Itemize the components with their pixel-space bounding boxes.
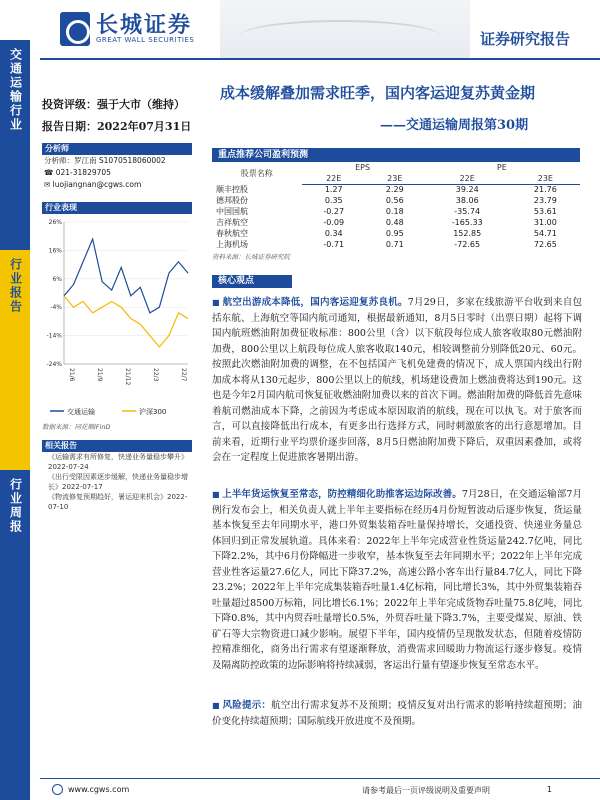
y-tick-label: -4%	[50, 304, 62, 312]
legend-label: 交通运输	[67, 408, 95, 416]
investment-rating: 投资评级：强于大市（维持）	[42, 98, 185, 111]
y-tick-label: -24%	[46, 361, 62, 368]
value-cell: -0.27	[323, 207, 345, 216]
value-cell: 0.48	[385, 218, 404, 227]
core-view-paragraph	[212, 487, 582, 673]
company-logo	[60, 8, 210, 52]
analyst-email[interactable]: ✉ luojiangnan@cgws.com	[44, 180, 142, 189]
stock-name-cell: 顺丰控股	[216, 185, 248, 194]
chart-source: 数据来源：同花顺iFinD	[42, 423, 111, 431]
disclaimer-note: 请参考最后一页评级说明及重要声明	[362, 786, 490, 795]
phone-icon: ☎	[44, 168, 56, 177]
value-cell: -0.09	[323, 218, 345, 227]
paragraph-lead: 上半年货运恢复至常态，防控精细化助推客运边际改善。	[222, 489, 462, 500]
weekly-side-tab: 行业周报	[0, 470, 30, 800]
value-cell: -35.74	[454, 207, 481, 216]
col-year: 22E	[302, 173, 366, 184]
series-line-csi300	[64, 296, 188, 347]
value-cell: 0.35	[324, 196, 343, 205]
value-cell: -72.65	[454, 240, 481, 249]
value-cell: 0.56	[385, 196, 404, 205]
analyst-phone: ☎ 021-31829705	[44, 168, 111, 177]
paragraph-body: 7月29日，多家在线旅游平台收到来自包括东航、上海航空等国内航司通知，根据最新通知，8月5日零时（出票日期）起将下调国内航班燃油附加费征收标准：800公里（含）以下航段每位成人旅客收取80元燃油附加费，800公里以上航段每位成人旅客收取140元，相较调整前分别降低20元、60元。按照此次燃油附加费的调整，在不包括国产飞机免建费的情况下，成人票国内线出行附加成本将从130元起步，800公里以上的航线，机场建设费加上燃油费将达到190元。这也是今年2月国内航司恢复征收燃油附加费以来的首次下调。燃油附加费的降低首先意味着航司燃油成本下降，之前因为考虑成本原因取消的航线，现在可以执飞。对于旅客而言，可以直接降低出行成本，有更多出行选择方式，同时刺激旅客的出行意愿增加。目前来看，近期行业平均票价逐步回落，8月5日燃油附加费下降后，双重因素叠加，或将会在一定程度上促进旅客暑期出游。	[212, 297, 582, 463]
report-header	[0, 0, 600, 62]
value-cell: 31.00	[533, 218, 557, 227]
table-source: 资料来源：长城证券研究院	[212, 253, 290, 261]
value-cell: 1.27	[324, 185, 343, 195]
value-cell: 0.95	[385, 229, 404, 238]
analyst-heading: 分析师	[42, 143, 192, 155]
value-cell: 38.06	[455, 196, 479, 205]
y-tick-label: 26%	[48, 219, 62, 226]
paragraph-body: 7月28日，在交通运输部7月例行发布会上，相关负责人就上半年主要指标在经历4月份短暂波动后逐步恢复，货运量基本恢复至去年同期水平，港口外贸集装箱吞吐量保持增长，交通投资、快递业务量总体回归到正常发展轨道。具体来看：2022年上半年完成营业性货运量242.7亿吨，同比下降2.2%，其中6月份降幅进一步收窄，基本恢复至去年同期水平；2022年上半年完成营业性客运量27.6亿人，同比下降37.2%，高速公路小客车出行量84.7亿人，同比下降23.2%；2022年上半年完成集装箱吞吐量1.4亿标箱，同比增长3%，其中外贸集装箱吞吐量超过8500万标箱，同比增长6.1%；2022年上半年完成货物吞吐量75.8亿吨，同比下降0.8%，其中内贸吞吐量增长0.5%，外贸吞吐量下降3.7%，主要受煤炭、原油、铁矿石等大宗物资进口减少影响。展望下半年，国内疫情仍呈现散发状态，但随着疫情防控精准细化，商务出行需求有望逐渐释放，消费需求回暖助力物流运行逐步修复。疫情及隔离防控政策的边际影响将持续减弱，客运出行量有望逐步恢复至常态水平。	[212, 489, 582, 671]
core-view-paragraph	[212, 295, 582, 466]
col-year: 23E	[511, 173, 580, 184]
earnings-forecast-table	[212, 162, 580, 250]
globe-icon	[52, 784, 63, 795]
square-bullet-icon: ■	[212, 298, 223, 307]
legend-label: 沪深300	[139, 408, 167, 416]
logo-text-en: GREAT WALL SECURITIES	[96, 36, 195, 44]
value-cell: 23.79	[533, 196, 557, 205]
analyst-name: 分析师：罗江南 S1070518060002	[44, 156, 166, 165]
value-cell: -165.33	[451, 218, 483, 227]
industry-side-tab: 交通运输行业	[0, 40, 30, 260]
x-tick-label: 21/9	[96, 368, 103, 382]
report-kind-side-tab: 行业报告	[0, 250, 30, 470]
industry-performance-chart	[42, 214, 192, 420]
value-cell: 0.34	[324, 229, 343, 238]
analyst-section	[42, 143, 192, 191]
x-tick-label: 22/7	[180, 368, 187, 382]
value-cell: 39.24	[455, 185, 479, 195]
value-cell: 54.71	[533, 229, 557, 238]
square-bullet-icon: ■	[212, 701, 223, 710]
related-report-link[interactable]: 《出行受限因素逐步缓解，快递业务量稳步增长》2022-07-17	[48, 473, 188, 491]
website-link[interactable]: www.cgws.com	[68, 785, 130, 794]
col-year: 22E	[424, 173, 511, 184]
related-report-link[interactable]: 《运输需求有所修复，快递业务量稳步攀升》2022-07-24	[48, 453, 188, 471]
value-cell: 0.18	[385, 207, 404, 216]
col-year: 23E	[366, 173, 424, 184]
stock-name-cell: 春秋航空	[216, 229, 248, 238]
table-row	[212, 228, 580, 239]
value-cell: 0.71	[385, 240, 404, 249]
col-pe: PE	[496, 163, 507, 172]
value-cell: -0.71	[323, 240, 345, 249]
stock-name-cell: 上海机场	[216, 240, 248, 249]
value-cell: 2.29	[385, 185, 404, 195]
value-cell: 53.61	[533, 207, 557, 216]
earnings-forecast-section	[212, 148, 580, 261]
page-footer	[40, 778, 600, 800]
col-eps: EPS	[355, 163, 371, 172]
table-heading: 重点推荐公司盈利预测	[212, 148, 580, 162]
related-heading: 相关报告	[42, 440, 192, 452]
related-report-link[interactable]: 《物流修复预期趋好，暑运迎来机会》2022-07-10	[48, 493, 188, 511]
paragraph-lead: 航空出游成本降低，国内客运迎复苏良机。	[222, 297, 408, 308]
value-cell: 72.65	[533, 240, 557, 249]
y-tick-label: 6%	[52, 275, 62, 283]
logo-text-cn: 长城证券	[96, 12, 193, 38]
value-cell: 21.76	[533, 185, 557, 195]
logo-emblem-icon	[60, 12, 90, 46]
stock-name-cell: 吉祥航空	[216, 218, 248, 227]
header-divider	[40, 58, 600, 60]
y-tick-label: -14%	[46, 332, 62, 340]
x-tick-label: 21/6	[68, 368, 75, 382]
report-subtitle: ——交通运输周报第30期	[380, 118, 529, 133]
mail-icon: ✉	[44, 180, 53, 189]
industry-performance-section	[42, 202, 192, 434]
value-cell: 152.85	[453, 229, 482, 238]
y-tick-label: 16%	[48, 247, 62, 255]
paragraph-lead: 风险提示：	[222, 700, 272, 711]
table-row	[212, 184, 580, 195]
risk-warning-paragraph	[212, 698, 582, 729]
col-stock-name: 股票名称	[240, 168, 273, 178]
x-tick-label: 22/3	[152, 368, 159, 382]
stock-name-cell: 中国国航	[216, 207, 248, 216]
report-title: 成本缓解叠加需求旺季，国内客运迎复苏黄金期	[220, 84, 536, 102]
trend-heading: 行业表现	[42, 202, 192, 214]
paragraph-body: 航空出行需求复苏不及预期；疫情反复对出行需求的影响持续超预期；油价变化持续超预期；国际航线开放进度不及预期。	[212, 700, 582, 727]
table-row	[212, 206, 580, 217]
table-row	[212, 239, 580, 250]
x-tick-label: 21/12	[124, 368, 131, 386]
core-views-heading: 核心观点	[212, 275, 292, 288]
table-row	[212, 217, 580, 228]
square-bullet-icon: ■	[212, 490, 223, 499]
related-reports-section	[42, 440, 192, 512]
report-date: 报告日期：2022年07月31日	[42, 120, 192, 133]
table-row	[212, 195, 580, 206]
report-type-label: 证券研究报告	[479, 30, 570, 48]
page-number: 1	[546, 785, 552, 794]
stock-name-cell: 德邦股份	[216, 196, 248, 205]
great-wall-banner-image	[220, 0, 470, 58]
